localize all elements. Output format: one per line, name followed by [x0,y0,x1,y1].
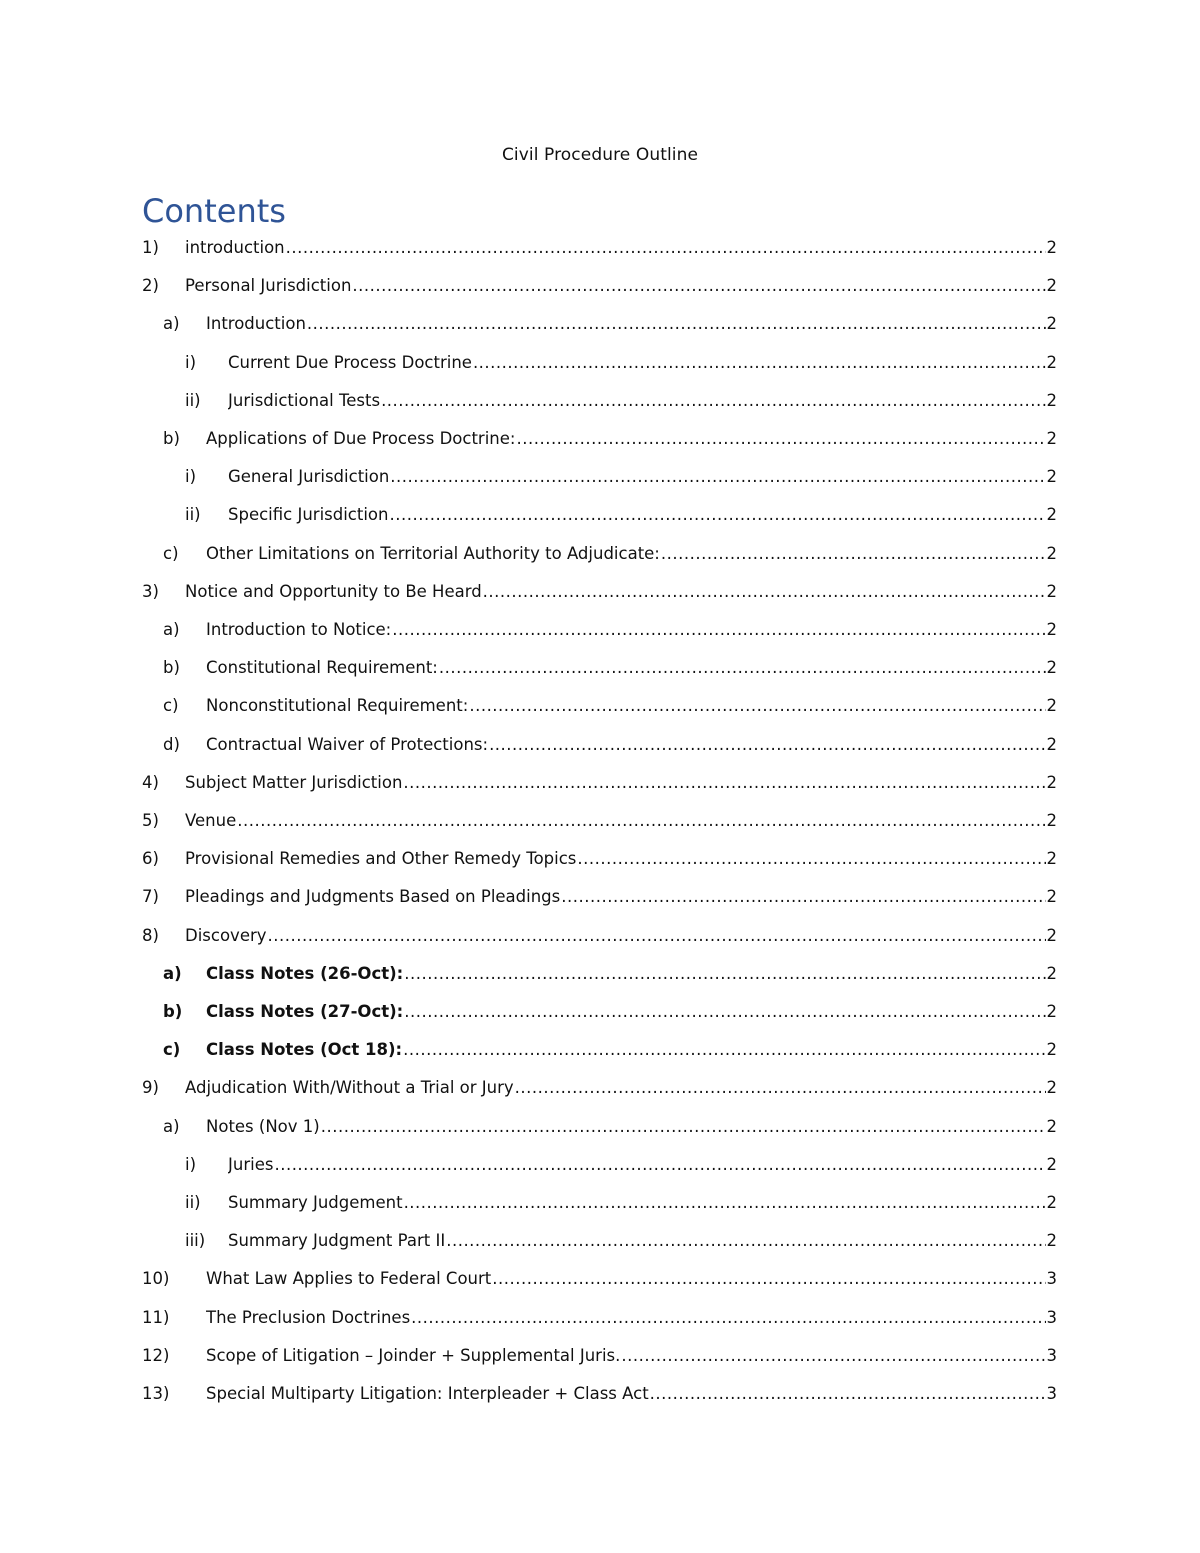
toc-entry-body [228,464,1057,490]
toc-entry-title[interactable]: Jurisdictional Tests [228,390,381,410]
toc-entry-page-number: 2 [1046,772,1057,792]
toc-entry[interactable] [0,846,1200,872]
toc-entry-title[interactable]: Summary Judgment Part II [228,1231,446,1251]
toc-entry-page-number: 2 [1046,1116,1057,1136]
toc-entry[interactable] [0,617,1200,643]
toc-entry-title[interactable]: Provisional Remedies and Other Remedy Topics [185,849,577,869]
toc-dot-leader [577,846,1045,872]
toc-entry-page-number: 2 [1046,505,1057,525]
toc-entry[interactable] [0,693,1200,719]
toc-entry-title[interactable]: introduction [185,238,285,257]
toc-entry-title[interactable]: Other Limitations on Territorial Authority to Adjudicate: [206,543,660,563]
toc-entry-title[interactable]: Current Due Process Doctrine [228,352,472,372]
toc-entry-body [206,1305,1057,1331]
toc-dot-leader [392,617,1045,643]
toc-entry-body [228,1228,1057,1254]
toc-entry[interactable] [0,541,1200,567]
toc-dot-leader [321,1114,1046,1140]
toc-entry-number: iii) [185,1231,206,1251]
toc-entry-number: c) [163,543,179,563]
toc-entry[interactable] [0,502,1200,528]
toc-entry-page-number: 3 [1046,1345,1057,1365]
toc-entry[interactable] [0,1152,1200,1178]
toc-entry[interactable] [0,884,1200,910]
toc-dot-leader [621,1343,1045,1369]
toc-entry[interactable] [0,655,1200,681]
toc-entry-title[interactable]: Introduction to Notice: [206,620,392,639]
toc-entry-number: 10) [142,1269,170,1289]
toc-entry[interactable] [0,311,1200,337]
toc-entry-page-number: 2 [1046,963,1057,983]
toc-entry[interactable] [0,235,1200,261]
toc-dot-leader [473,350,1046,376]
toc-entry-number: 7) [142,887,159,907]
toc-entry[interactable] [0,770,1200,796]
toc-entry-body [185,923,1057,949]
toc-entry-page-number: 2 [1046,276,1057,296]
toc-dot-leader [404,999,1045,1025]
toc-entry-body [228,502,1057,528]
toc-entry-page-number: 3 [1046,1269,1057,1289]
toc-entry-page-number: 2 [1046,429,1057,448]
toc-entry-page-number: 2 [1046,581,1057,601]
toc-entry[interactable] [0,350,1200,376]
toc-dot-leader [403,1037,1045,1063]
toc-entry[interactable] [0,1381,1200,1407]
toc-dot-leader [286,235,1046,261]
toc-entry-number: d) [163,734,180,754]
toc-dot-leader [352,273,1045,299]
toc-entry-page-number: 2 [1046,1193,1057,1212]
toc-entry[interactable] [0,579,1200,605]
toc-entry-body [228,1190,1057,1216]
toc-entry[interactable] [0,732,1200,758]
document-title: Civil Procedure Outline [501,145,699,165]
toc-dot-leader [307,311,1046,337]
toc-entry-body [206,1037,1057,1063]
toc-heading: Contents [142,192,286,230]
toc-dot-leader [469,693,1045,719]
toc-entry-title[interactable]: Class Notes (Oct 18): [206,1040,403,1060]
toc-entry-title[interactable]: Applications of Due Process Doctrine: [206,429,516,448]
toc-dot-leader [446,1228,1045,1254]
toc-entry-number: b) [163,658,180,678]
toc-entry-number: a) [163,1116,180,1136]
toc-entry-title[interactable]: Venue [185,811,237,830]
toc-entry-number: ii) [185,1193,201,1212]
toc-entry-number: 2) [142,276,159,296]
toc-entry-body [228,350,1057,376]
toc-entry-title[interactable]: The Preclusion Doctrines [206,1307,411,1327]
toc-dot-leader [492,1266,1045,1292]
toc-entry-number: i) [185,352,197,372]
toc-entry[interactable] [0,1305,1200,1331]
toc-entry-number: 1) [142,238,159,257]
toc-entry-number: c) [163,696,179,716]
toc-dot-leader [489,732,1045,758]
toc-entry-page-number: 2 [1046,238,1057,257]
toc-entry-title[interactable]: Adjudication With/Without a Trial or Jury [185,1078,514,1098]
toc-entry-body [206,541,1057,567]
toc-entry-number: 8) [142,925,159,945]
toc-entry-title[interactable]: Special Multiparty Litigation: Interpleader + Class Act [206,1384,649,1403]
toc-entry-body [206,617,1057,643]
toc-entry-number: 6) [142,849,159,869]
toc-entry-number: c) [163,1040,181,1060]
toc-entry[interactable] [0,1228,1200,1254]
toc-entry-title[interactable]: Juries [228,1154,274,1174]
toc-entry-title[interactable]: Class Notes (26-Oct): [206,963,404,983]
toc-entry[interactable] [0,961,1200,987]
toc-entry[interactable] [0,808,1200,834]
toc-entry[interactable] [0,464,1200,490]
toc-entry-page-number: 2 [1046,696,1057,716]
toc-entry-number: a) [163,963,182,983]
toc-entry[interactable] [0,1343,1200,1369]
toc-entry-body [185,846,1057,872]
toc-entry-body [185,1075,1057,1101]
toc-entry-title[interactable]: Discovery [185,925,267,945]
toc-dot-leader [650,1381,1046,1407]
toc-entry[interactable] [0,273,1200,299]
toc-entry-number: a) [163,620,180,639]
toc-entry-number: 12) [142,1345,170,1365]
toc-entry-page-number: 2 [1046,734,1057,754]
toc-dot-leader [404,961,1045,987]
toc-entry-body [228,1152,1057,1178]
toc-entry-page-number: 2 [1046,314,1057,334]
toc-entry-body [206,655,1057,681]
toc-dot-leader [274,1152,1045,1178]
toc-entry-title[interactable]: Class Notes (27-Oct): [206,1002,404,1021]
toc-entry[interactable] [0,426,1200,452]
toc-entry-page-number: 2 [1046,543,1057,563]
toc-entry-body [206,961,1057,987]
toc-entry-title[interactable]: General Jurisdiction [228,467,390,487]
toc-entry[interactable] [0,1037,1200,1063]
toc-entry-number: b) [163,1002,183,1021]
toc-entry-body [206,1381,1057,1407]
toc-entry-title[interactable]: Contractual Waiver of Protections: [206,734,489,754]
toc-dot-leader [390,502,1046,528]
toc-entry-page-number: 2 [1046,620,1057,639]
toc-entry-page-number: 2 [1046,1040,1057,1060]
toc-entry-page-number: 3 [1046,1307,1057,1327]
toc-entry-body [206,732,1057,758]
toc-entry-body [228,388,1057,414]
toc-dot-leader [404,1190,1046,1216]
toc-entry-page-number: 2 [1046,390,1057,410]
toc-dot-leader [561,884,1045,910]
toc-entry-page-number: 2 [1046,1231,1057,1251]
toc-entry-body [185,235,1057,261]
toc-entry-body [206,1114,1057,1140]
toc-entry-number: 4) [142,772,159,792]
toc-entry-title[interactable]: Scope of Litigation – Joinder + Supplemental Juris. [206,1345,621,1365]
toc-entry-body [206,1266,1057,1292]
toc-entry-body [206,999,1057,1025]
toc-entry-body [185,579,1057,605]
toc-entry[interactable] [0,923,1200,949]
toc-entry-body [185,884,1057,910]
toc-entry-number: 5) [142,811,159,830]
toc-entry-page-number: 2 [1046,352,1057,372]
toc-entry-title[interactable]: Constitutional Requirement: [206,658,438,678]
toc-entry-body [185,770,1057,796]
toc-dot-leader [516,426,1045,452]
toc-dot-leader [411,1305,1045,1331]
toc-dot-leader [483,579,1046,605]
toc-entry-page-number: 2 [1046,849,1057,869]
toc-entry-page-number: 2 [1046,467,1057,487]
toc-entry-page-number: 2 [1046,887,1057,907]
toc-entry-number: 9) [142,1078,159,1098]
toc-entry-body [185,808,1057,834]
toc-entry[interactable] [0,1266,1200,1292]
toc-entry-number: b) [163,429,180,448]
toc-entry[interactable] [0,1114,1200,1140]
toc-dot-leader [390,464,1045,490]
toc-entry[interactable] [0,1075,1200,1101]
toc-entry-number: i) [185,467,197,487]
toc-entry-page-number: 2 [1046,1002,1057,1021]
toc-entry-title[interactable]: Subject Matter Jurisdiction [185,772,403,792]
toc-entry-title[interactable]: Introduction [206,314,306,334]
toc-dot-leader [515,1075,1046,1101]
toc-entry-page-number: 2 [1046,811,1057,830]
toc-entry-number: ii) [185,390,201,410]
toc-entry-number: 13) [142,1384,170,1403]
toc-dot-leader [268,923,1046,949]
toc-entry-title[interactable]: Notes (Nov 1) [206,1116,320,1136]
toc-entry-title[interactable]: Notice and Opportunity to Be Heard [185,581,482,601]
toc-entry-page-number: 2 [1046,925,1057,945]
toc-entry-number: 11) [142,1307,170,1327]
toc-dot-leader [661,541,1046,567]
toc-entry-number: ii) [185,505,201,525]
toc-entry-body [206,1343,1057,1369]
toc-entry-number: 3) [142,581,159,601]
toc-entry-number: i) [185,1154,197,1174]
toc-entry-title[interactable]: Summary Judgement [228,1193,403,1212]
toc-entry[interactable] [0,388,1200,414]
toc-entry-page-number: 2 [1046,658,1057,678]
toc-dot-leader [439,655,1046,681]
toc-entry-page-number: 2 [1046,1078,1057,1098]
toc-dot-leader [381,388,1045,414]
toc-entry[interactable] [0,1190,1200,1216]
toc-dot-leader [403,770,1045,796]
toc-entry-title[interactable]: Personal Jurisdiction [185,276,352,296]
toc-entry-title[interactable]: Nonconstitutional Requirement: [206,696,469,716]
toc-entry[interactable] [0,999,1200,1025]
toc-entry-body [206,693,1057,719]
toc-entry-body [185,273,1057,299]
toc-entry-page-number: 3 [1046,1384,1057,1403]
toc-entry-number: a) [163,314,180,334]
toc-entry-title[interactable]: Specific Jurisdiction [228,505,389,525]
toc-entry-body [206,311,1057,337]
toc-entry-title[interactable]: What Law Applies to Federal Court [206,1269,492,1289]
toc-entry-title[interactable]: Pleadings and Judgments Based on Pleadings [185,887,561,907]
toc-entry-page-number: 2 [1046,1154,1057,1174]
toc-dot-leader [237,808,1045,834]
toc-entry-body [206,426,1057,452]
